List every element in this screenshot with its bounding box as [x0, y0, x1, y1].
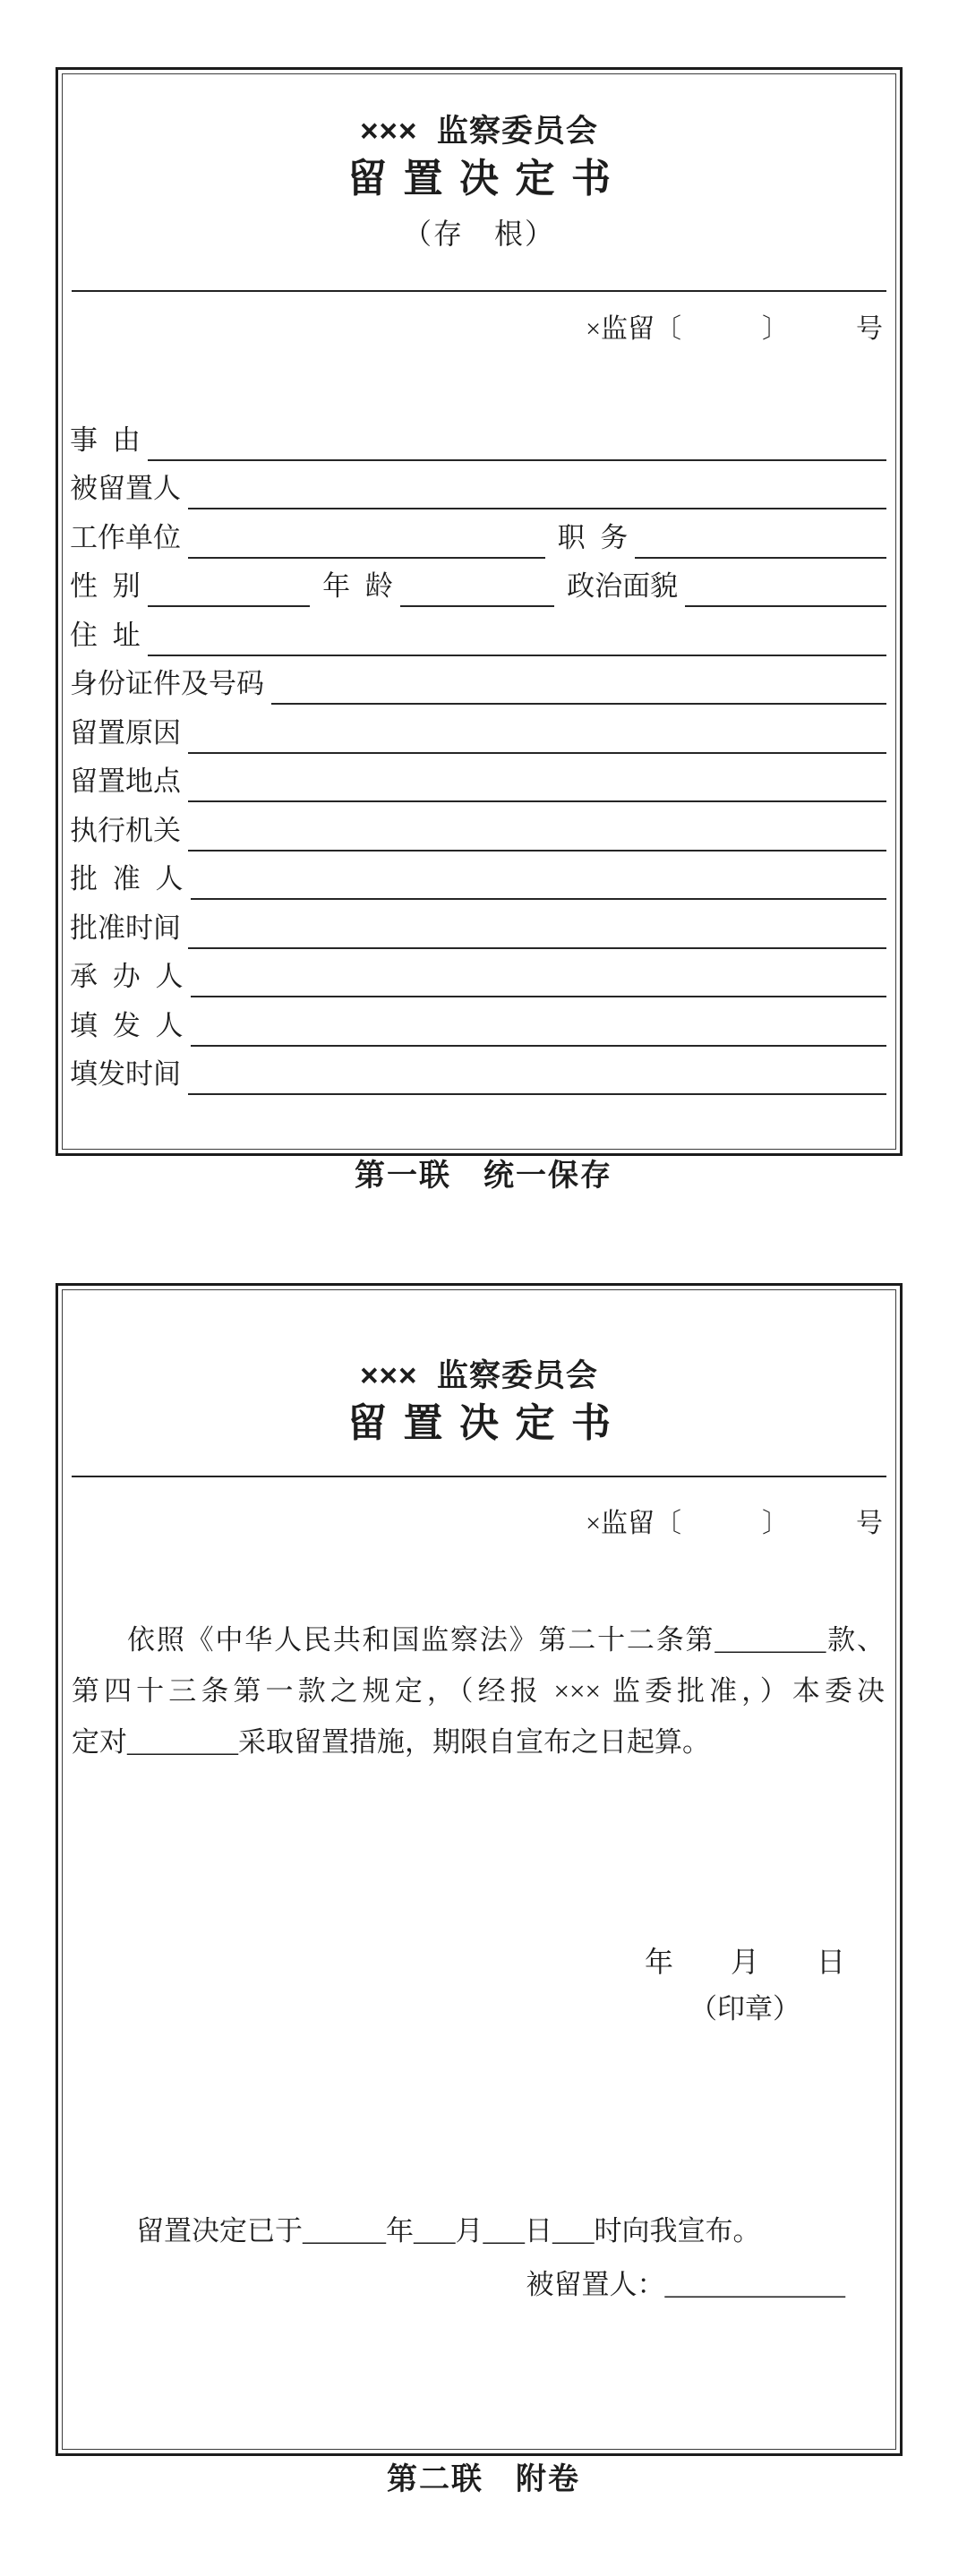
seal-placeholder: （印章）	[689, 1993, 800, 2024]
field-label: 执行机关	[70, 814, 181, 846]
field-blank-line	[148, 655, 886, 656]
copy2-sheet-inner-border	[62, 1289, 896, 2450]
copy1-org-title: ××× 监察委员会	[360, 114, 598, 149]
field-row	[70, 900, 886, 949]
copy1-footer-label: 第一联 统一保存	[355, 1160, 612, 1193]
field-row	[70, 949, 886, 998]
field-row	[70, 754, 886, 803]
field-label: 住 址	[70, 619, 141, 651]
field-label: 事 由	[70, 424, 141, 456]
copy2-org-title: ××× 监察委员会	[360, 1358, 598, 1393]
detainee-signature-line: 被留置人：_____________	[526, 2269, 845, 2300]
field-row	[70, 705, 886, 754]
field-blank-line	[400, 605, 554, 607]
field-row	[70, 656, 886, 706]
body-line-3: 定对________采取留置措施，期限自宣布之日起算。	[72, 1726, 710, 1758]
field-label: 职 务	[557, 521, 629, 553]
field-label: 批准时间	[70, 911, 181, 944]
field-blank-line	[271, 703, 886, 705]
body-line-1: 依照《中华人民共和国监察法》第二十二条第________款、	[127, 1624, 885, 1656]
body-line-2: 第四十三条第一款之规定，（经报 ××× 监委批准，）本委决	[72, 1675, 885, 1707]
field-label: 工作单位	[70, 521, 181, 553]
field-row	[70, 852, 886, 901]
date-seal-inner	[645, 1944, 845, 2025]
copy2-doc-title: 留置决定书	[347, 1401, 628, 1445]
field-label: 留置地点	[70, 766, 181, 797]
field-blank-line	[191, 1045, 887, 1047]
copy1-reference-number-line: ×监留〔 〕 号	[586, 314, 883, 344]
field-label: 承 办 人	[70, 961, 184, 992]
title-divider-rule	[72, 1476, 886, 1477]
field-label: 被留置人	[70, 473, 181, 504]
field-blank-line	[188, 1093, 886, 1095]
field-blank-line	[148, 605, 310, 607]
field-label: 批 准 人	[70, 863, 184, 894]
fields	[70, 412, 886, 1095]
copy2-reference-number-line: ×监留〔 〕 号	[586, 1509, 883, 1538]
date-blank-line: 年 月 日	[644, 1946, 845, 1978]
field-row	[70, 412, 886, 461]
field-row	[70, 1047, 886, 1096]
field-row	[70, 997, 886, 1047]
field-blank-line	[188, 850, 886, 852]
field-row	[70, 461, 886, 510]
copy1-sheet-inner-border	[62, 73, 896, 1150]
field-blank-line	[188, 557, 545, 559]
field-blank-line	[188, 752, 886, 754]
field-label: 留置原因	[70, 716, 181, 749]
title-divider-rule	[72, 290, 886, 292]
copy1-doc-title: 留置决定书	[347, 157, 628, 201]
announcement-line: 留置决定已于______年___月___日___时向我宣布。	[136, 2215, 761, 2247]
copy2-sheet	[56, 1283, 903, 2456]
field-label: 填发时间	[70, 1058, 181, 1090]
field-label: 年 龄	[322, 570, 393, 602]
copy1-sheet	[56, 67, 903, 1156]
copy1-subtitle-stub: （存 根）	[402, 218, 555, 250]
field-row	[70, 607, 886, 656]
field-label: 身份证件及号码	[70, 668, 264, 699]
field-label: 性 别	[70, 570, 141, 602]
field-blank-line	[188, 800, 886, 802]
field-label: 填 发 人	[70, 1009, 184, 1041]
field-row	[70, 802, 886, 852]
decision-body-text	[72, 1614, 885, 1767]
field-row	[70, 509, 886, 559]
field-blank-line	[148, 459, 886, 461]
field-blank-line	[188, 508, 886, 509]
field-blank-line	[191, 996, 887, 997]
field-label: 政治面貌	[567, 570, 679, 602]
field-blank-line	[635, 557, 886, 559]
field-row	[70, 559, 886, 608]
field-blank-line	[685, 605, 886, 607]
field-blank-line	[188, 947, 886, 949]
field-blank-line	[191, 898, 887, 900]
date-seal-block	[63, 1944, 845, 2025]
copy2-footer-label: 第二联 附卷	[387, 2463, 580, 2496]
